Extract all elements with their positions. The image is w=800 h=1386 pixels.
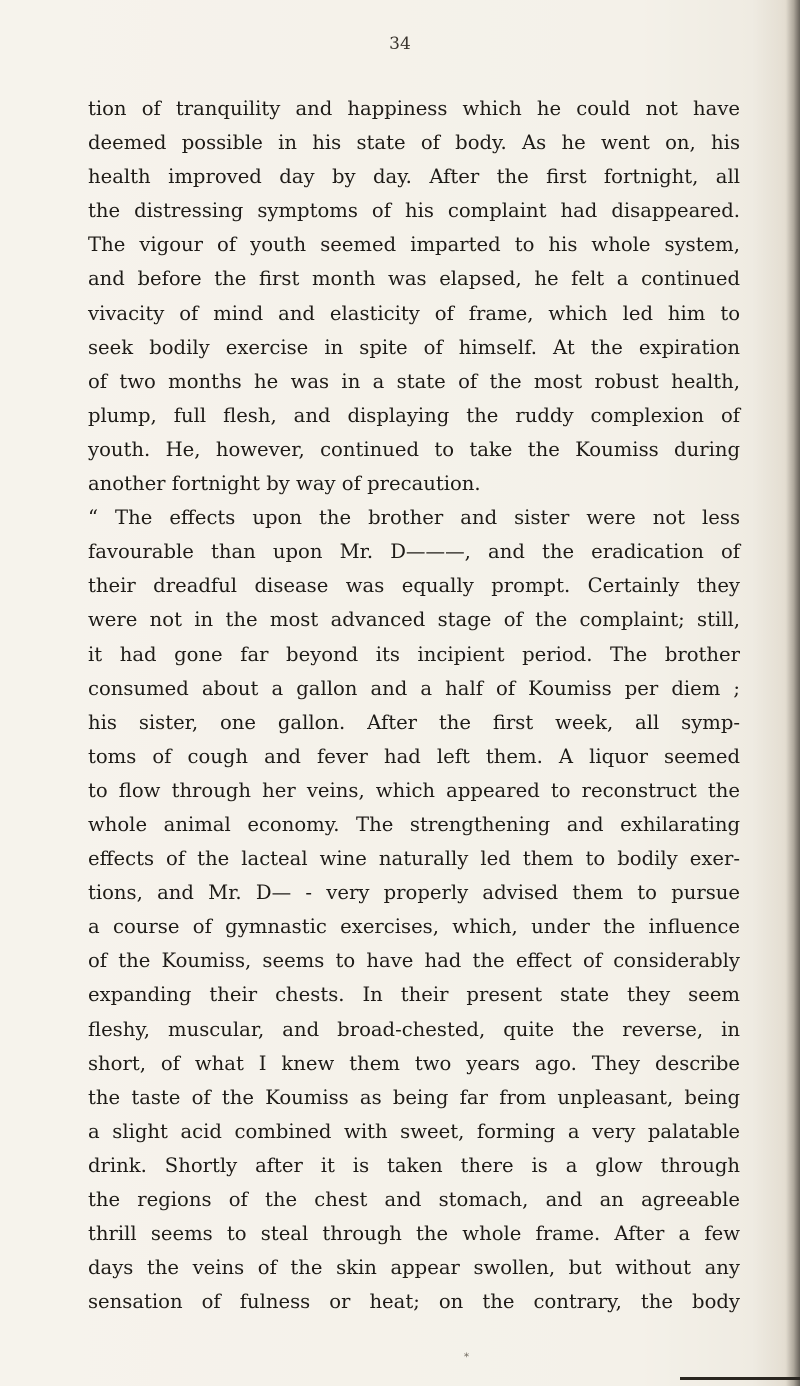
text-line: to flow through her veins, which appeared to reconstruct the: [88, 778, 740, 802]
text-line: favourable than upon Mr. D———, and the eradication of: [88, 540, 740, 564]
text-line: plump, full flesh, and displaying the ruddy complexion of: [88, 403, 740, 427]
text-line: toms of cough and fever had left them. A liquor seemed: [88, 744, 740, 768]
page-edge-shadow: [786, 0, 800, 1386]
text-line: the regions of the chest and stomach, and an agreeable: [88, 1188, 740, 1211]
text-line: health improved day by day. After the first fortnight, all: [88, 165, 740, 189]
text-line: effects of the lacteal wine naturally led them to bodily exer-: [88, 847, 740, 871]
text-line: the taste of the Koumiss as being far from unpleasant, being: [88, 1085, 740, 1109]
text-line: fleshy, muscular, and broad-chested, quite the reverse, in: [88, 1017, 740, 1041]
text-line: it had gone far beyond its incipient period. The brother: [88, 642, 740, 666]
text-line: deemed possible in his state of body. As he went on, his: [88, 131, 740, 155]
text-line: tions, and Mr. D— - very properly advised them to pursue: [88, 881, 740, 905]
text-line: a slight acid combined with sweet, forming a very palatable: [88, 1119, 740, 1143]
text-line: whole animal economy. The strengthening and exhilarating: [88, 812, 740, 836]
text-line: a course of gymnastic exercises, which, under the influence: [88, 915, 740, 939]
text-line: The vigour of youth seemed imparted to his whole system,: [88, 233, 740, 257]
text-line: another fortnight by way of precaution.: [88, 472, 481, 496]
text-line: short, of what I knew them two years ago. They describe: [88, 1051, 740, 1075]
text-line: thrill seems to steal through the whole frame. After a few: [88, 1222, 740, 1246]
text-line: tion of tranquility and happiness which he could not have: [88, 97, 740, 120]
text-line: and before the first month was elapsed, he felt a continued: [88, 267, 740, 291]
text-line: sensation of fulness or heat; on the contrary, the body: [88, 1290, 740, 1314]
text-line: days the veins of the skin appear swollen, but without any: [88, 1256, 740, 1280]
bottom-edge-rule: [680, 1377, 800, 1380]
text-line: “ The effects upon the brother and sister were not less: [88, 506, 740, 530]
text-line: youth. He, however, continued to take the Koumiss during: [88, 437, 740, 461]
text-line: expanding their chests. In their present state they seem: [88, 983, 740, 1007]
text-line: the distressing symptoms of his complaint had disappeared.: [88, 199, 740, 223]
text-line: consumed about a gallon and a half of Koumiss per diem ;: [88, 676, 740, 700]
text-line: were not in the most advanced stage of the complaint; still,: [88, 608, 740, 632]
text-line: vivacity of mind and elasticity of frame, which led him to: [88, 301, 740, 325]
text-line: of two months he was in a state of the most robust health,: [88, 369, 740, 393]
text-line: drink. Shortly after it is taken there is a glow through: [88, 1153, 740, 1177]
text-line: of the Koumiss, seems to have had the effect of considerably: [88, 949, 740, 973]
page-number: 34: [389, 34, 411, 54]
text-line: seek bodily exercise in spite of himself. At the expiration: [88, 335, 740, 359]
body-text: [88, 92, 740, 1319]
text-line: his sister, one gallon. After the first week, all symp-: [88, 710, 740, 734]
text-line: their dreadful disease was equally prompt. Certainly they: [88, 574, 740, 598]
stray-mark: *: [464, 1352, 469, 1363]
